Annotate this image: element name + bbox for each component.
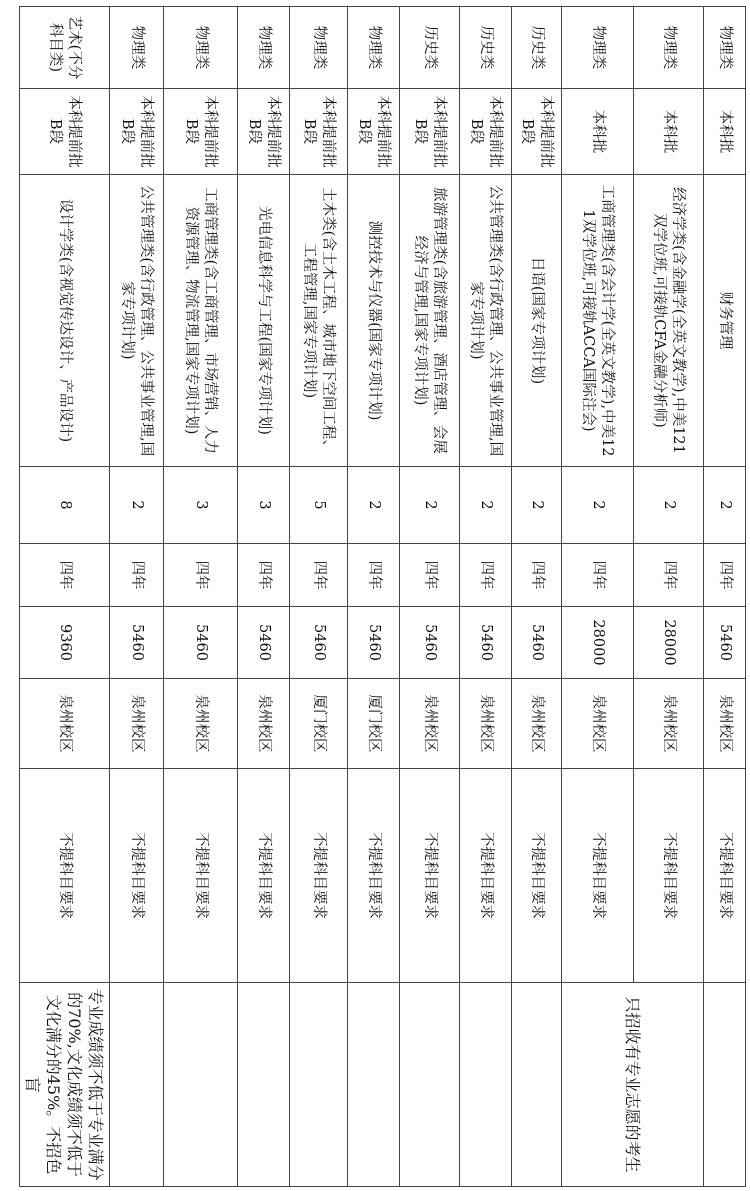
- campus-cell: 厦门校区: [348, 679, 400, 769]
- major-cell: 测控技术与仪器(国家专项计划): [348, 175, 400, 467]
- plan-cell: 2: [562, 467, 634, 544]
- duration-cell: 四年: [634, 544, 704, 607]
- note-cell: 专业成绩须不低于专业满分的70%,文化成绩须不低于文化满分的45%。不招色盲: [20, 983, 110, 1187]
- plan-cell: 8: [20, 467, 110, 544]
- tuition-cell: 28000: [634, 607, 704, 679]
- note-cell: [400, 983, 460, 1187]
- note-cell: [460, 983, 512, 1187]
- plan-cell: 2: [634, 467, 704, 544]
- batch-cell: 本科提前批B段: [290, 89, 348, 175]
- category-cell: 物理类: [562, 7, 634, 89]
- category-cell: 艺术(不分科目类): [20, 7, 110, 89]
- tuition-cell: 5460: [290, 607, 348, 679]
- major-cell: 公共管理类(含行政管理、公共事业管理,国家专项计划): [460, 175, 512, 467]
- subject-requirement-cell: 不提科目要求: [704, 769, 746, 983]
- tuition-cell: 5460: [348, 607, 400, 679]
- duration-cell: 四年: [704, 544, 746, 607]
- duration-cell: 四年: [290, 544, 348, 607]
- subject-requirement-cell: 不提科目要求: [634, 769, 704, 983]
- duration-cell: 四年: [238, 544, 290, 607]
- subject-requirement-cell: 不提科目要求: [348, 769, 400, 983]
- table-row: [634, 7, 704, 1187]
- table-row: [20, 7, 110, 1187]
- category-cell: 物理类: [238, 7, 290, 89]
- plan-cell: 2: [460, 467, 512, 544]
- duration-cell: 四年: [164, 544, 238, 607]
- category-cell: 历史类: [460, 7, 512, 89]
- category-cell: 物理类: [704, 7, 746, 89]
- plan-cell: 2: [110, 467, 164, 544]
- table-row: [400, 7, 460, 1187]
- subject-requirement-cell: 不提科目要求: [460, 769, 512, 983]
- batch-cell: 本科批: [704, 89, 746, 175]
- subject-requirement-cell: 不提科目要求: [400, 769, 460, 983]
- plan-cell: 2: [704, 467, 746, 544]
- note-cell: [164, 983, 238, 1187]
- campus-cell: 泉州校区: [634, 679, 704, 769]
- category-cell: 物理类: [290, 7, 348, 89]
- note-cell: [348, 983, 400, 1187]
- major-cell: 经济学类(含金融学(全英文教学),中美121双学位班,可接轨CFA金融分析师): [634, 175, 704, 467]
- admission-plan-table: [19, 6, 746, 1187]
- campus-cell: 泉州校区: [238, 679, 290, 769]
- subject-requirement-cell: 不提科目要求: [164, 769, 238, 983]
- subject-requirement-cell: 不提科目要求: [238, 769, 290, 983]
- category-cell: 物理类: [110, 7, 164, 89]
- tuition-cell: 5460: [704, 607, 746, 679]
- batch-cell: 本科批: [562, 89, 634, 175]
- batch-cell: 本科提前批B段: [512, 89, 562, 175]
- batch-cell: 本科提前批B段: [110, 89, 164, 175]
- campus-cell: 厦门校区: [290, 679, 348, 769]
- plan-cell: 3: [238, 467, 290, 544]
- major-cell: 旅游管理类(含旅游管理、酒店管理、会展经济与管理,国家专项计划): [400, 175, 460, 467]
- duration-cell: 四年: [110, 544, 164, 607]
- duration-cell: 四年: [400, 544, 460, 607]
- subject-requirement-cell: 不提科目要求: [290, 769, 348, 983]
- major-cell: 日语(国家专项计划): [512, 175, 562, 467]
- duration-cell: 四年: [512, 544, 562, 607]
- batch-cell: 本科提前批B段: [20, 89, 110, 175]
- note-cell: [290, 983, 348, 1187]
- tuition-cell: 28000: [562, 607, 634, 679]
- batch-cell: 本科提前批B段: [238, 89, 290, 175]
- subject-requirement-cell: 不提科目要求: [512, 769, 562, 983]
- subject-requirement-cell: 不提科目要求: [562, 769, 634, 983]
- campus-cell: 泉州校区: [110, 679, 164, 769]
- table-row: [512, 7, 562, 1187]
- major-cell: 工商管理类(含会计学(全英文教学),中美121双学位班,可接轨ACCA国际注会): [562, 175, 634, 467]
- major-cell: 财务管理: [704, 175, 746, 467]
- tuition-cell: 9360: [20, 607, 110, 679]
- plan-cell: 2: [348, 467, 400, 544]
- note-cell: [512, 983, 562, 1187]
- tuition-cell: 5460: [512, 607, 562, 679]
- batch-cell: 本科批: [634, 89, 704, 175]
- subject-requirement-cell: 不提科目要求: [20, 769, 110, 983]
- batch-cell: 本科提前批B段: [460, 89, 512, 175]
- tuition-cell: 5460: [460, 607, 512, 679]
- batch-cell: 本科提前批B段: [348, 89, 400, 175]
- campus-cell: 泉州校区: [562, 679, 634, 769]
- category-cell: 物理类: [164, 7, 238, 89]
- campus-cell: 泉州校区: [704, 679, 746, 769]
- major-cell: 公共管理类(含行政管理、公共事业管理,国家专项计划): [110, 175, 164, 467]
- campus-cell: 泉州校区: [512, 679, 562, 769]
- tuition-cell: 5460: [164, 607, 238, 679]
- major-cell: 设计学类(含视觉传达设计、产品设计): [20, 175, 110, 467]
- duration-cell: 四年: [348, 544, 400, 607]
- table-row: [460, 7, 512, 1187]
- plan-cell: 2: [400, 467, 460, 544]
- note-cell: [704, 983, 746, 1187]
- category-cell: 历史类: [400, 7, 460, 89]
- category-cell: 物理类: [348, 7, 400, 89]
- duration-cell: 四年: [460, 544, 512, 607]
- plan-cell: 3: [164, 467, 238, 544]
- table-row: [164, 7, 238, 1187]
- table-row: [348, 7, 400, 1187]
- table-row: [238, 7, 290, 1187]
- tuition-cell: 5460: [110, 607, 164, 679]
- category-cell: 物理类: [634, 7, 704, 89]
- tuition-cell: 5460: [238, 607, 290, 679]
- tuition-cell: 5460: [400, 607, 460, 679]
- campus-cell: 泉州校区: [400, 679, 460, 769]
- campus-cell: 泉州校区: [164, 679, 238, 769]
- duration-cell: 四年: [20, 544, 110, 607]
- table-row: [290, 7, 348, 1187]
- note-cell: [238, 983, 290, 1187]
- subject-requirement-cell: 不提科目要求: [110, 769, 164, 983]
- batch-cell: 本科提前批B段: [164, 89, 238, 175]
- major-cell: 光电信息科学与工程(国家专项计划): [238, 175, 290, 467]
- duration-cell: 四年: [562, 544, 634, 607]
- campus-cell: 泉州校区: [20, 679, 110, 769]
- plan-cell: 5: [290, 467, 348, 544]
- note-cell: [110, 983, 164, 1187]
- table-row: [704, 7, 746, 1187]
- table-row: [110, 7, 164, 1187]
- campus-cell: 泉州校区: [460, 679, 512, 769]
- note-cell: 只招收有专业志愿的考生: [562, 983, 704, 1187]
- batch-cell: 本科提前批B段: [400, 89, 460, 175]
- plan-cell: 2: [512, 467, 562, 544]
- major-cell: 工商管理类(含工商管理、市场营销、人力资源管理、物流管理,国家专项计划): [164, 175, 238, 467]
- category-cell: 历史类: [512, 7, 562, 89]
- major-cell: 土木类(含土木工程、城市地下空间工程、工程管理,国家专项计划): [290, 175, 348, 467]
